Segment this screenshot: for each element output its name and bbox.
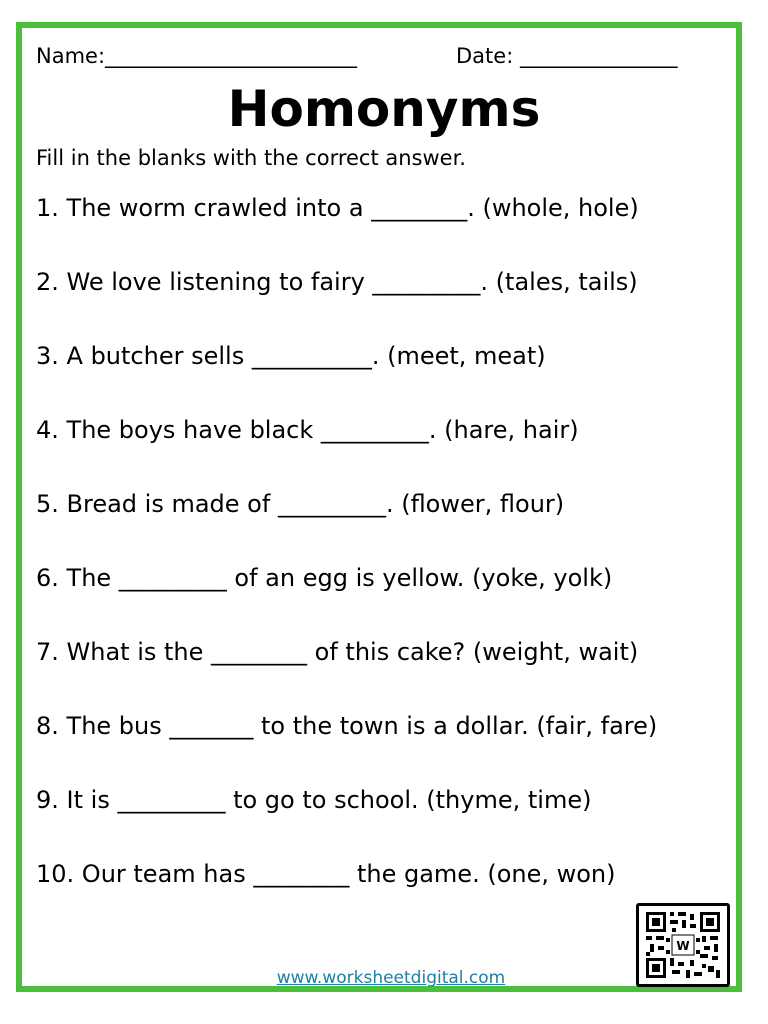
question-10: 10. Our team has ________ the game. (one, won) xyxy=(36,860,616,888)
question-9: 9. It is _________ to go to school. (thyme, time) xyxy=(36,786,592,814)
question-1: 1. The worm crawled into a ________. (whole, hole) xyxy=(36,194,639,222)
name-field: Name:________________________ xyxy=(36,44,358,68)
instructions: Fill in the blanks with the correct answer. xyxy=(36,146,466,170)
qr-center-letter: W xyxy=(676,939,690,953)
website-link[interactable]: www.worksheetdigital.com xyxy=(276,968,506,988)
question-7: 7. What is the ________ of this cake? (weight, wait) xyxy=(36,638,639,666)
question-2: 2. We love listening to fairy _________. (tales, tails) xyxy=(36,268,638,296)
page-title: Homonyms xyxy=(227,80,541,138)
question-6: 6. The _________ of an egg is yellow. (yoke, yolk) xyxy=(36,564,613,592)
question-3: 3. A butcher sells __________. (meet, meat) xyxy=(36,342,546,370)
date-field: Date: _______________ xyxy=(456,44,678,68)
question-8: 8. The bus _______ to the town is a dollar. (fair, fare) xyxy=(36,712,658,740)
question-5: 5. Bread is made of _________. (flower, flour) xyxy=(36,490,565,518)
header-row xyxy=(36,44,736,76)
question-4: 4. The boys have black _________. (hare, hair) xyxy=(36,416,579,444)
